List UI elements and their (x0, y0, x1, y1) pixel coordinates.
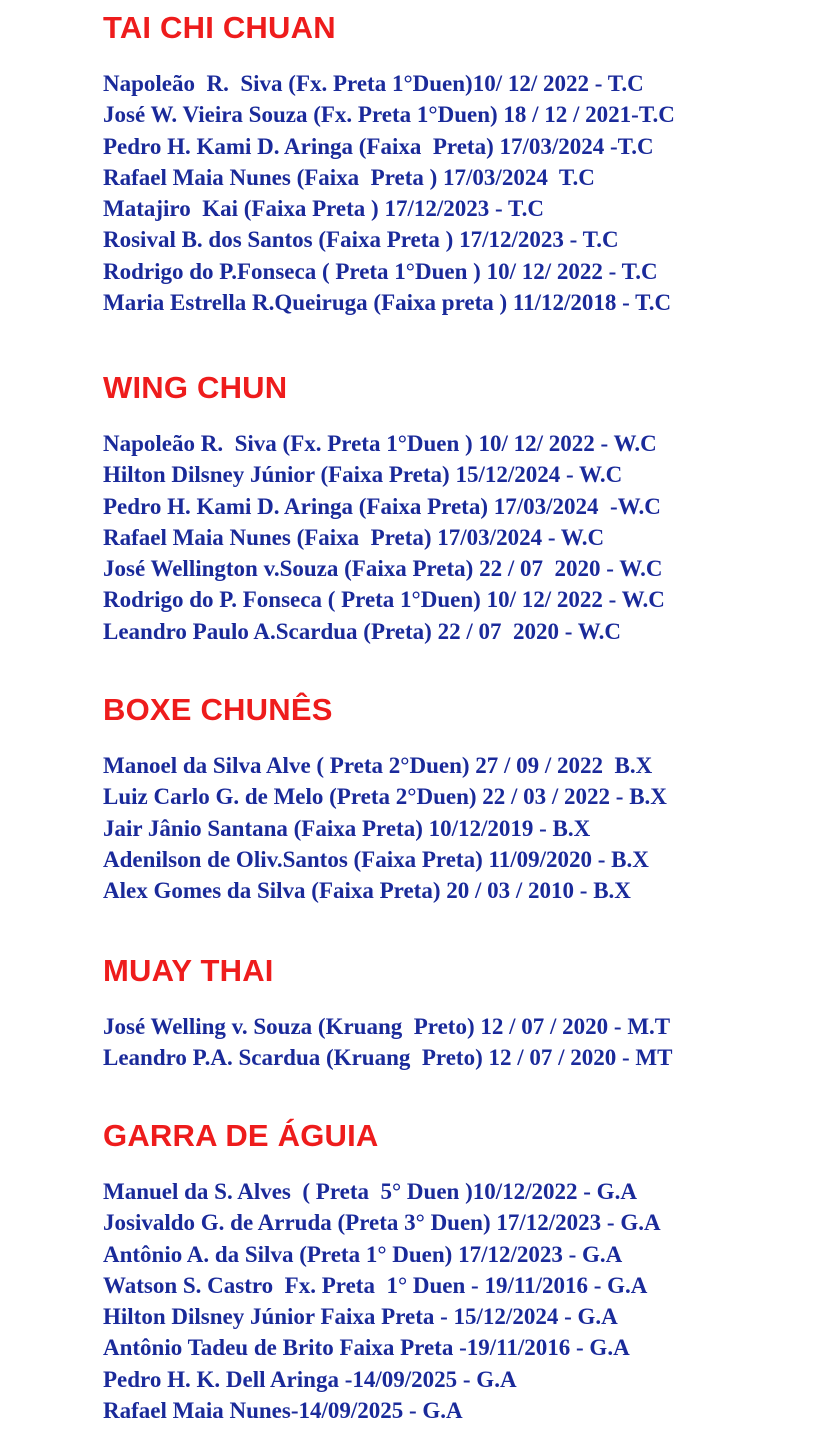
list-item: Rodrigo do P.Fonseca ( Preta 1°Duen ) 10/ 12/ 2022 - T.C (103, 258, 658, 284)
entry-list (103, 750, 803, 906)
section-muay-thai (103, 953, 803, 1074)
list-item: Rafael Maia Nunes (Faixa Preta) 17/03/2024 - W.C (103, 524, 605, 550)
list-item: Adenilson de Oliv.Santos (Faixa Preta) 11/09/2020 - B.X (103, 846, 649, 872)
list-item: Watson S. Castro Fx. Preta 1° Duen - 19/11/2016 - G.A (103, 1272, 648, 1298)
list-item: Josivaldo G. de Arruda (Preta 3° Duen) 17/12/2023 - G.A (103, 1210, 661, 1236)
list-item: Alex Gomes da Silva (Faixa Preta) 20 / 03 / 2010 - B.X (103, 878, 631, 904)
list-item: Maria Estrella R.Queiruga (Faixa preta ) 11/12/2018 - T.C (103, 290, 672, 316)
list-item: Manoel da Silva Alve ( Preta 2°Duen) 27 / 09 / 2022 B.X (103, 753, 653, 778)
list-item: Jair Jânio Santana (Faixa Preta) 10/12/2019 - B.X (103, 815, 591, 841)
section-heading: TAI CHI CHUAN (103, 10, 336, 45)
list-item: Luiz Carlo G. de Melo (Preta 2°Duen) 22 / 03 / 2022 - B.X (103, 784, 667, 810)
list-item: Rosival B. dos Santos (Faixa Preta ) 17/12/2023 - T.C (103, 227, 619, 253)
list-item: Hilton Dilsney Júnior Faixa Preta - 15/12/2024 - G.A (103, 1304, 618, 1330)
section-heading: BOXE CHUNÊS (103, 692, 333, 727)
section-heading: GARRA DE ÁGUIA (103, 1118, 379, 1153)
list-item: Antônio A. da Silva (Preta 1° Duen) 17/12/2023 - G.A (103, 1241, 623, 1267)
list-item: José Welling v. Souza (Kruang Preto) 12 / 07 / 2020 - M.T (103, 1014, 671, 1039)
section-heading: WING CHUN (103, 370, 288, 405)
list-item: Leandro Paulo A.Scardua (Preta) 22 / 07 2020 - W.C (103, 618, 621, 644)
list-item: Leandro P.A. Scardua (Kruang Preto) 12 / 07 / 2020 - MT (103, 1045, 673, 1071)
list-item: Matajiro Kai (Faixa Preta ) 17/12/2023 - T.C (103, 196, 544, 222)
section-tai-chi-chuan (103, 10, 803, 318)
section-garra-de-aguia (103, 1118, 803, 1426)
list-item: Pedro H. Kami D. Aringa (Faixa Preta) 17/03/2024 -W.C (103, 493, 661, 519)
list-item: José Wellington v.Souza (Faixa Preta) 22 / 07 2020 - W.C (103, 556, 663, 582)
list-item: Hilton Dilsney Júnior (Faixa Preta) 15/12/2024 - W.C (103, 462, 623, 488)
entry-list (103, 1176, 803, 1426)
section-boxe-chunes (103, 692, 803, 906)
list-item: Pedro H. Kami D. Aringa (Faixa Preta) 17/03/2024 -T.C (103, 133, 654, 159)
list-item: Antônio Tadeu de Brito Faixa Preta -19/11/2016 - G.A (103, 1335, 630, 1361)
section-wing-chun (103, 370, 803, 647)
list-item: Manuel da S. Alves ( Preta 5° Duen )10/12/2022 - G.A (103, 1179, 637, 1204)
list-item: Napoleão R. Siva (Fx. Preta 1°Duen)10/ 12/ 2022 - T.C (103, 71, 644, 96)
list-item: Rafael Maia Nunes (Faixa Preta ) 17/03/2024 T.C (103, 164, 595, 190)
list-item: José W. Vieira Souza (Fx. Preta 1°Duen) 18 / 12 / 2021-T.C (103, 102, 675, 128)
section-heading: MUAY THAI (103, 953, 274, 988)
entry-list (103, 68, 803, 318)
list-item: Rafael Maia Nunes-14/09/2025 - G.A (103, 1398, 463, 1424)
list-item: Pedro H. K. Dell Aringa -14/09/2025 - G.A (103, 1366, 517, 1392)
entry-list (103, 428, 803, 647)
entry-list (103, 1011, 803, 1074)
list-item: Napoleão R. Siva (Fx. Preta 1°Duen ) 10/ 12/ 2022 - W.C (103, 431, 657, 456)
list-item: Rodrigo do P. Fonseca ( Preta 1°Duen) 10/ 12/ 2022 - W.C (103, 587, 665, 613)
